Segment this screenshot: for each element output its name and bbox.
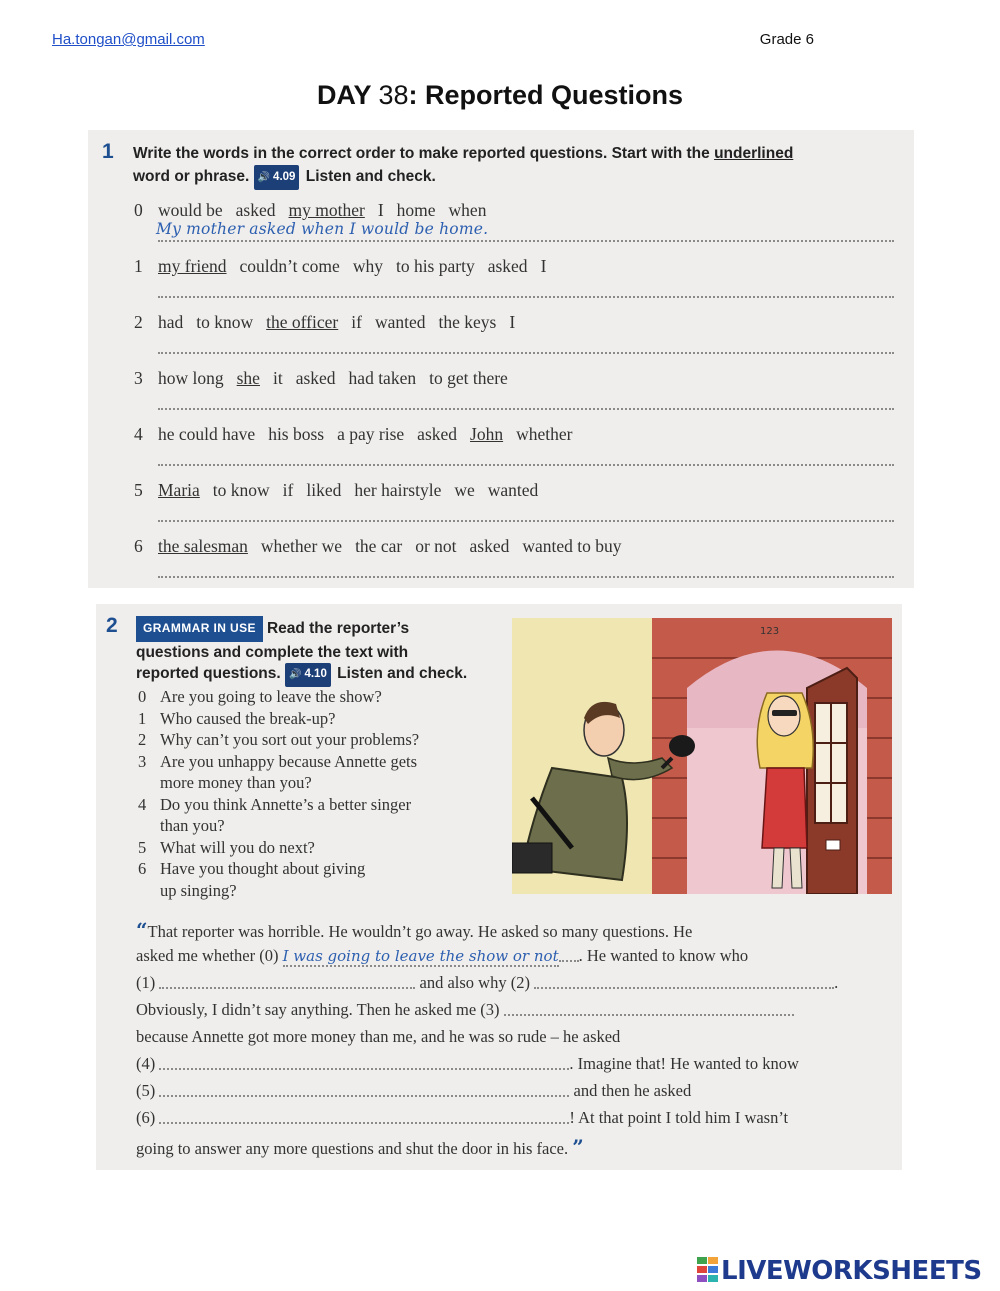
answer-line-6[interactable]	[158, 576, 894, 578]
header-bar	[52, 31, 814, 51]
blank-0-tail	[559, 948, 579, 962]
audio-button-409[interactable]	[254, 165, 300, 190]
liveworksheets-logo[interactable]	[697, 1256, 982, 1286]
email-link[interactable]: Ha.tongan@gmail.com	[52, 31, 205, 48]
question-number: 2	[138, 730, 147, 749]
answer-blank-4[interactable]	[159, 1056, 569, 1070]
question-number: 1	[138, 708, 147, 728]
word-chunk: asked	[487, 256, 528, 276]
passage-text: . He wanted to know who	[578, 946, 749, 965]
question-number: 0	[138, 687, 147, 706]
word-chunk: home	[396, 200, 436, 220]
instruction-text-2: word or phrase.	[133, 168, 250, 185]
passage-text: (6)	[136, 1108, 160, 1127]
start-word-underlined: she	[236, 368, 260, 388]
word-chunk: had taken	[348, 368, 417, 388]
word-chunk: asked	[235, 200, 276, 220]
question-text: Have you thought about giving	[160, 859, 366, 878]
question-number: 4	[138, 794, 147, 814]
audio-track-label: 4.09	[273, 171, 296, 183]
word-chunk: he could have	[158, 424, 256, 444]
word-chunk: asked	[417, 424, 458, 444]
title-suffix: : Reported Questions	[408, 80, 684, 110]
instruction-line-1: Read the reporter’s	[266, 620, 410, 637]
word-chunk: to know	[212, 480, 270, 500]
answer-blank-1[interactable]	[159, 975, 415, 989]
passage-line-9	[136, 1135, 584, 1159]
scramble-item-6	[134, 536, 894, 557]
reporter-question-5	[138, 837, 498, 859]
answer-blank-5[interactable]	[159, 1083, 569, 1097]
word-chunk: why	[352, 256, 383, 276]
door-number: 123	[760, 626, 780, 637]
answer-line-3[interactable]	[158, 408, 894, 410]
example-answer-0: My mother asked when I would be home.	[156, 220, 489, 238]
exercise-2-panel	[96, 604, 902, 1170]
item-number: 6	[134, 536, 143, 556]
passage-text: . Imagine that! He wanted to know	[569, 1054, 799, 1073]
word-chunk: couldn’t come	[239, 256, 340, 276]
word-chunk: or not	[415, 536, 457, 556]
word-chunk: asked	[469, 536, 510, 556]
question-number: 6	[138, 859, 147, 878]
word-chunk: a pay rise	[337, 424, 405, 444]
reporter-illustration	[512, 618, 892, 894]
scramble-item-4	[134, 424, 894, 445]
page-title	[0, 80, 1000, 111]
exercise-2-number: 2	[106, 614, 118, 637]
question-text: Why can’t you sort out your problems?	[160, 730, 420, 749]
word-chunk: his boss	[268, 424, 325, 444]
instruction-text-1: Write the words in the correct order to make reported questions. Start with the	[133, 145, 715, 162]
exercise-1-panel	[88, 130, 914, 588]
word-chunk: the keys	[438, 312, 497, 332]
answer-line-0	[158, 240, 894, 242]
instruction-line-2: questions and complete the text with	[136, 643, 409, 661]
passage-text: Obviously, I didn’t say anything. Then he asked me (3)	[136, 1000, 504, 1019]
word-chunk: her hairstyle	[354, 480, 442, 500]
word-chunk: had	[158, 312, 184, 332]
instruction-line-3a: reported questions.	[136, 665, 281, 682]
question-text: more money than you?	[160, 773, 312, 792]
passage-text: .	[834, 973, 839, 992]
close-quote: ”	[572, 1135, 584, 1159]
answer-line-5[interactable]	[158, 520, 894, 522]
reporter-question-2	[138, 729, 498, 751]
passage-line-7	[136, 1081, 691, 1101]
passage-text: (5)	[136, 1081, 160, 1100]
passage-line-6	[136, 1054, 799, 1074]
word-chunk: if	[282, 480, 294, 500]
liveworksheets-logo-icon	[697, 1257, 719, 1283]
question-text: Who caused the break-up?	[160, 708, 336, 728]
answer-line-1[interactable]	[158, 296, 894, 298]
word-chunk: if	[351, 312, 362, 332]
question-number: 5	[138, 837, 147, 857]
item-number: 0	[134, 200, 143, 220]
start-word-underlined: Maria	[158, 480, 200, 500]
scramble-item-1	[134, 256, 894, 277]
start-word-underlined: the salesman	[158, 536, 248, 556]
reporter-question-4	[138, 794, 498, 837]
start-word-underlined: my friend	[158, 256, 227, 276]
passage-line-2	[136, 946, 748, 966]
instruction-underlined: underlined	[714, 145, 794, 162]
start-word-underlined: the officer	[266, 312, 339, 332]
scramble-item-0	[134, 200, 894, 221]
word-chunk: I	[509, 312, 516, 332]
word-chunk: I	[377, 200, 384, 220]
word-chunk: wanted to buy	[522, 536, 622, 556]
passage-line-8	[136, 1108, 788, 1128]
word-chunk: wanted	[487, 480, 539, 500]
passage-text: (4)	[136, 1054, 160, 1073]
passage-text: ! At that point I told him I wasn’t	[569, 1108, 789, 1127]
passage-text: and then he asked	[569, 1081, 692, 1100]
question-text: What will you do next?	[160, 837, 315, 857]
scramble-item-2	[134, 312, 894, 333]
passage-text: That reporter was horrible. He wouldn’t go away. He asked so many questions. He	[147, 922, 693, 941]
question-text: Do you think Annette’s a better singer	[160, 794, 412, 814]
start-word-underlined: John	[470, 424, 504, 444]
exercise-1-number: 1	[102, 140, 114, 163]
item-number: 1	[134, 256, 143, 276]
word-chunk: to know	[196, 312, 254, 332]
open-quote: “	[136, 918, 148, 942]
start-word-underlined: my mother	[288, 200, 365, 220]
instruction-text-3: Listen and check.	[305, 168, 436, 185]
blank-0-example-answer: I was going to leave the show or not	[282, 947, 559, 965]
instruction-line-3b: Listen and check.	[337, 665, 468, 682]
scramble-item-5	[134, 480, 894, 501]
reporter-question-0	[138, 686, 498, 708]
passage-line-5: because Annette got more money than me, and he was so rude – he asked	[136, 1027, 621, 1046]
logo-text: LIVEWORKSHEETS	[721, 1256, 982, 1286]
word-chunk: it	[272, 368, 283, 388]
question-text: Are you going to leave the show?	[160, 687, 382, 706]
reporter-question-3	[138, 751, 498, 794]
speaker-icon: 🔊	[257, 172, 271, 183]
item-number: 5	[134, 480, 143, 500]
answer-blank-6[interactable]	[159, 1110, 569, 1124]
word-chunk: wanted	[374, 312, 426, 332]
word-chunk: asked	[295, 368, 336, 388]
word-chunk: when	[448, 200, 487, 220]
grammar-in-use-badge: GRAMMAR IN USE	[136, 616, 263, 642]
speaker-icon: 🔊	[289, 669, 302, 680]
reporter-question-1	[138, 708, 498, 730]
passage-line-4	[136, 1000, 794, 1020]
word-chunk: how long	[158, 368, 224, 388]
word-chunk: I	[540, 256, 547, 276]
title-prefix: DAY	[316, 80, 379, 110]
word-chunk: liked	[306, 480, 342, 500]
passage-text: going to answer any more questions and shut the door in his face.	[136, 1139, 573, 1158]
exercise-2-instruction	[136, 616, 516, 687]
question-text: Are you unhappy because Annette gets	[160, 751, 418, 771]
passage-text: (1)	[136, 973, 160, 992]
word-chunk: whether	[516, 424, 573, 444]
word-chunk: to get there	[429, 368, 508, 388]
word-chunk: whether we	[260, 536, 343, 556]
item-number: 4	[134, 424, 143, 444]
passage-text: and also why (2)	[415, 973, 535, 992]
passage-line-3	[136, 973, 838, 993]
exercise-1-instruction	[133, 142, 903, 190]
passage-text: asked me whether (0)	[136, 946, 283, 965]
item-number: 3	[134, 368, 143, 388]
answer-line-4[interactable]	[158, 464, 894, 466]
reporter-question-6	[138, 858, 498, 901]
word-chunk: to his party	[395, 256, 475, 276]
audio-track-label: 4.10	[304, 668, 327, 680]
scramble-item-3	[134, 368, 894, 389]
answer-blank-3[interactable]	[504, 1002, 794, 1016]
word-chunk: we	[454, 480, 475, 500]
question-text: up singing?	[160, 880, 237, 900]
title-day-number: 38	[378, 80, 409, 110]
word-chunk: would be	[158, 200, 223, 220]
answer-blank-2[interactable]	[534, 975, 834, 989]
question-text: than you?	[160, 816, 225, 835]
audio-button-410[interactable]	[285, 663, 331, 687]
grade-label: Grade 6	[759, 31, 814, 48]
passage-line-1	[136, 918, 692, 942]
word-chunk: the car	[355, 536, 403, 556]
answer-line-2[interactable]	[158, 352, 894, 354]
question-number: 3	[138, 751, 147, 771]
item-number: 2	[134, 312, 143, 332]
